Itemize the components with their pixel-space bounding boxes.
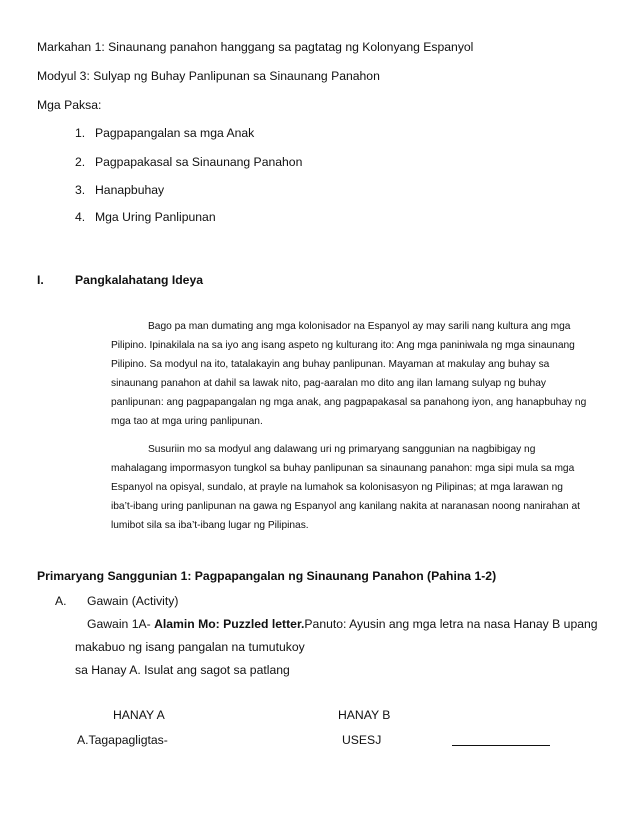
paragraph-line: Pilipino. Ipinakilala na sa iyo ang isang aspeto ng kulturang ito: Ang mga paniniwala ng mga sinaunang: [111, 340, 575, 351]
hanay-b-item: USESJ: [342, 733, 382, 747]
paragraph-line: Susuriin mo sa modyul ang dalawang uri ng primaryang sanggunian na nagbibigay ng: [148, 444, 536, 455]
list-item-number: 3.: [75, 183, 86, 197]
paragraph-line: iba’t-ibang uring panlipunan na gawa ng Espanyol ang kanilang nakita at naranasan noong nanirahan at: [111, 501, 580, 512]
gawain-1a-instruction: [87, 617, 598, 632]
paragraph-line: Espanyol na opisyal, sundalo, at prayle na lumahok sa kolonisasyon ng Pilipinas; at mga larawan ng: [111, 482, 563, 493]
mga-paksa-label: Mga Paksa:: [37, 98, 102, 112]
paragraph-line: lumibot sila sa iba’t-ibang lugar ng Pilipinas.: [111, 520, 309, 531]
list-item-text: Hanapbuhay: [95, 183, 165, 197]
gawain-letter: A.: [55, 594, 67, 608]
markahan-heading: Markahan 1: Sinaunang panahon hanggang sa pagtatag ng Kolonyang Espanyol: [37, 40, 474, 54]
paragraph-line: panlipunan: ang pagpapangalan ng mga anak, ang pagpapakasal sa panahong iyon, ang hanapbuhay ng: [111, 397, 587, 408]
list-item-number: 1.: [75, 126, 86, 140]
hanay-a-item: A.Tagapagligtas-: [77, 733, 168, 747]
paragraph-line: sinaunang panahon at dahil sa lawak nito, pag-aaralan mo dito ang ilan lamang sulyap ng buhay: [111, 378, 546, 389]
hanay-b-header: HANAY B: [338, 708, 391, 722]
list-item-text: Pagpapangalan sa mga Anak: [95, 126, 255, 140]
list-item-number: 4.: [75, 210, 86, 224]
gawain-1a-prefix: Gawain 1A-: [87, 617, 155, 631]
instruction-line-3: sa Hanay A. Isulat ang sagot sa patlang: [75, 663, 290, 677]
answer-blank[interactable]: [452, 745, 550, 746]
list-item-text: Pagpapakasal sa Sinaunang Panahon: [95, 155, 303, 169]
paragraph-line: mahalagang impormasyon tungkol sa buhay panlipunan sa sinaunang panahon: mga sipi mula sa mga: [111, 463, 575, 474]
list-item-number: 2.: [75, 155, 86, 169]
gawain-1a-rest: Panuto: Ayusin ang mga letra na nasa Hanay B upang: [304, 617, 598, 631]
gawain-1a-bold: Alamin Mo: Puzzled letter.: [154, 617, 305, 631]
paragraph-line: Pilipino. Sa modyul na ito, tatalakayin ang buhay panlipunan. Mayaman at makulay ang buhay sa: [111, 359, 550, 370]
section-numeral: I.: [37, 273, 44, 287]
section-title: Pangkalahatang Ideya: [75, 273, 204, 287]
paragraph-line: Bago pa man dumating ang mga kolonisador na Espanyol ay may sarili nang kultura ang mga: [148, 321, 571, 332]
paragraph-line: mga tao at mga uring panlipunan.: [111, 416, 263, 427]
hanay-a-header: HANAY A: [113, 708, 165, 722]
modyul-heading: Modyul 3: Sulyap ng Buhay Panlipunan sa Sinaunang Panahon: [37, 69, 380, 83]
primaryang-sanggunian-title: Primaryang Sanggunian 1: Pagpapangalan ng Sinaunang Panahon (Pahina 1-2): [37, 569, 497, 583]
gawain-label: Gawain (Activity): [87, 594, 179, 608]
list-item-text: Mga Uring Panlipunan: [95, 210, 216, 224]
instruction-line-2: makabuo ng isang pangalan na tumutukoy: [75, 640, 305, 654]
